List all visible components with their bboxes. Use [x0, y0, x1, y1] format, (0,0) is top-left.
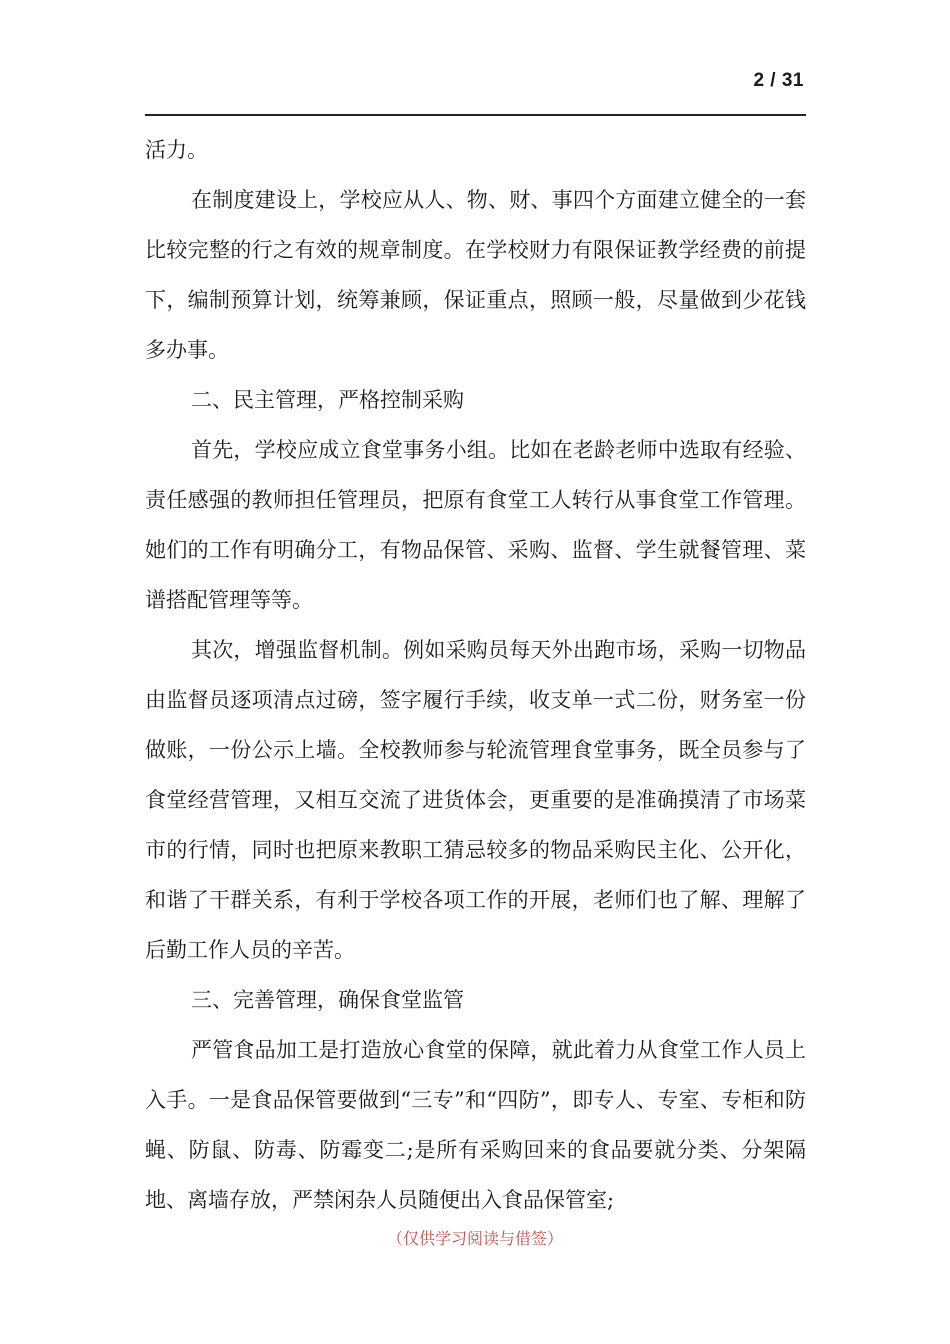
footer-disclaimer: （仅供学习阅读与借签） — [386, 1229, 563, 1248]
page-number: 2 / 31 — [753, 70, 804, 91]
paragraph-supervision-mechanism: 其次，增强监督机制。例如采购员每天外出跑市场，采购一切物品由监督员逐项清点过磅，签字履行手续，收支单一式二份，财务室一份做账，一份公示上墙。全校教师参与轮流管理食堂事务，既全员参与了食堂经营管理，又相互交流了进货体会，更重要的是准确摸清了市场菜市的行情，同时也把原来教职工猜忌较多的物品采购民主化、公开化，和谐了干群关系，有利于学校各项工作的开展，老师们也了解、理解了后勤工作人员的辛苦。 — [145, 638, 806, 962]
section-heading-improve-management: 三、完善管理，确保食堂监管 — [191, 988, 464, 1012]
header-divider — [145, 114, 806, 116]
paragraph-continuation: 活力。 — [145, 138, 208, 162]
document-body — [145, 125, 806, 1225]
paragraph-affairs-group: 首先，学校应成立食堂事务小组。比如在老龄老师中选取有经验、责任感强的教师担任管理员，把原有食堂工人转行从事食堂工作管理。她们的工作有明确分工，有物品保管、采购、监督、学生就餐管理、菜谱搭配管理等等。 — [145, 438, 806, 612]
paragraph-system-construction: 在制度建设上，学校应从人、物、财、事四个方面建立健全的一套比较完整的行之有效的规章制度。在学校财力有限保证教学经费的前提下，编制预算计划，统筹兼顾，保证重点，照顾一般，尽量做到少花钱多办事。 — [145, 188, 806, 362]
paragraph-food-processing: 严管食品加工是打造放心食堂的保障，就此着力从食堂工作人员上入手。一是食品保管要做到“三专”和“四防”，即专人、专室、专柜和防蝇、防鼠、防毒、防霉变二;是所有采购回来的食品要就分类、分架隔地、离墙存放，严禁闲杂人员随便出入食品保管室; — [145, 1038, 806, 1212]
section-heading-democratic-management: 二、民主管理，严格控制采购 — [191, 388, 464, 412]
